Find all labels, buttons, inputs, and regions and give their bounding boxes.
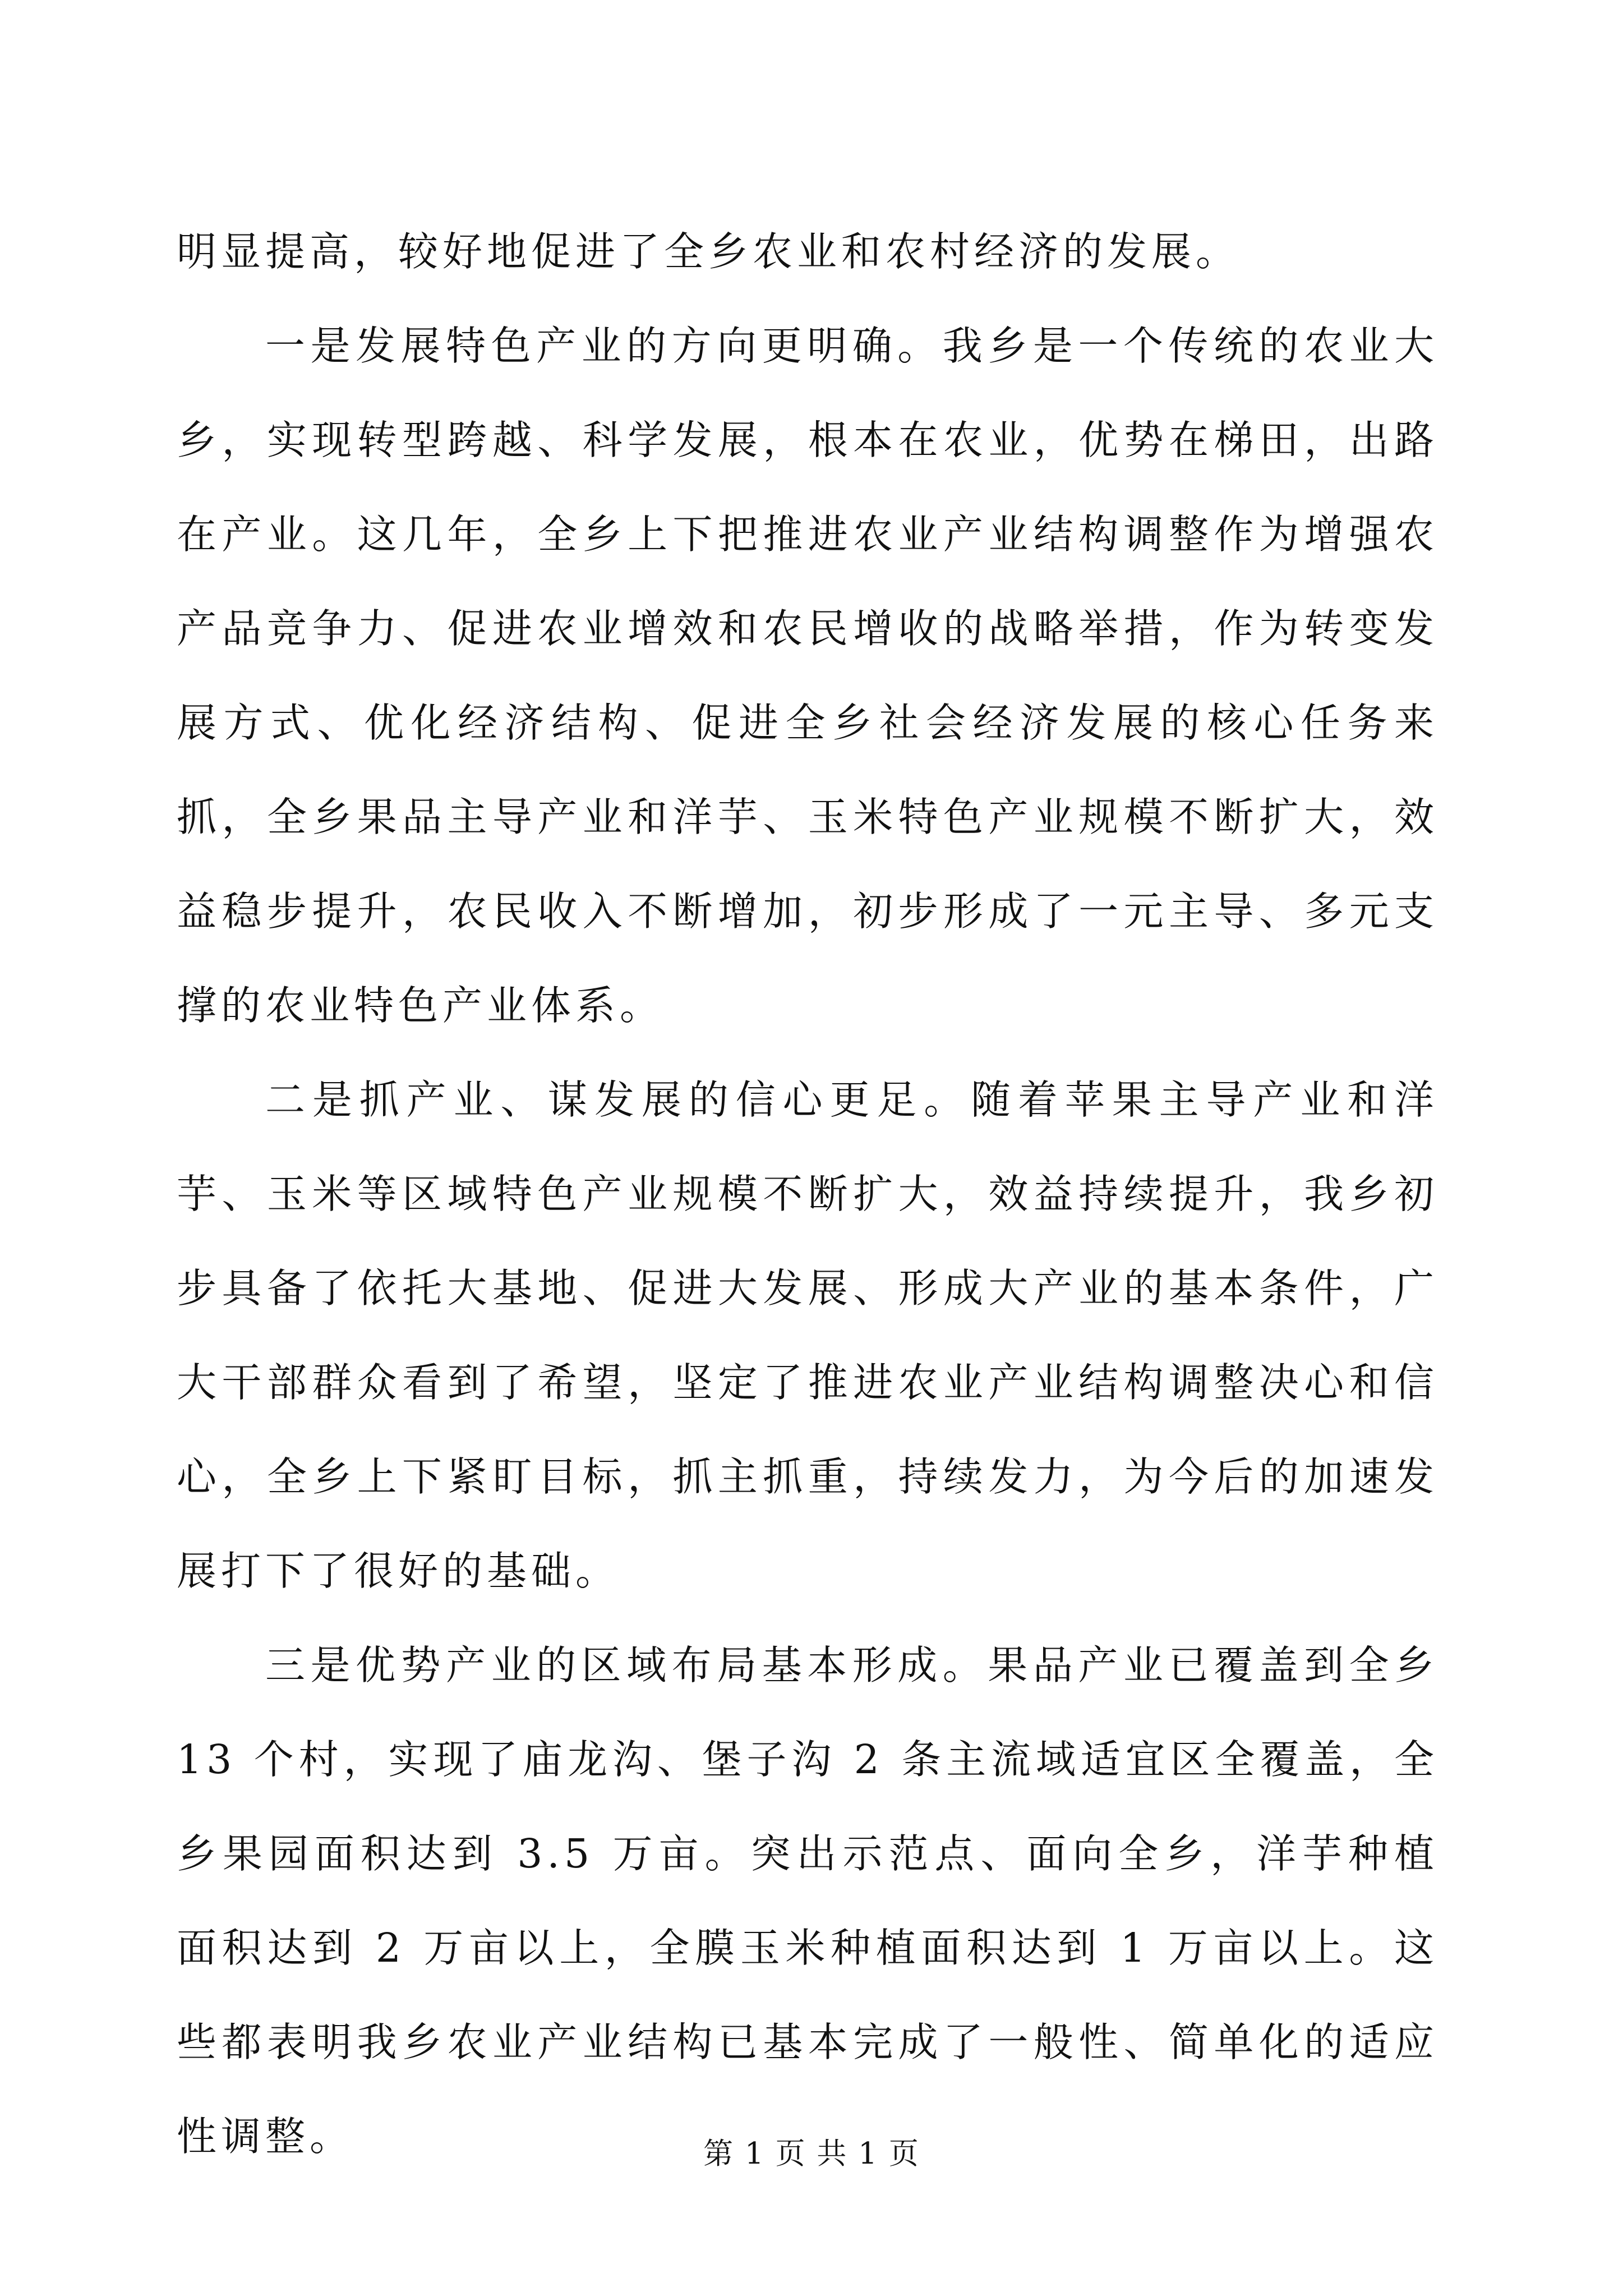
paragraph-continuation: 明显提高，较好地促进了全乡农业和农村经济的发展。 [177, 228, 1241, 275]
paragraph-industry-direction: 一是发展特色产业的方向更明确。我乡是一个传统的农业大乡，实现转型跨越、科学发展，根本在农业，优势在梯田，出路在产业。这几年，全乡上下把推进农业产业结构调整作为增强农产品竞争力、促进农业增效和农民增收的战略举措，作为转变发展方式、优化经济结构、促进全乡社会经济发展的核心任务来抓，全乡果品主导产业和洋芋、玉米特色产业规模不断扩大，效益稳步提升，农民收入不断增加，初步形成了一元主导、多元支撑的农业特色产业体系。 [177, 323, 1438, 1029]
paragraph-regional-layout: 三是优势产业的区域布局基本形成。果品产业已覆盖到全乡 13 个村，实现了庙龙沟、堡子沟 2 条主流域适宜区全覆盖，全乡果园面积达到 3.5 万亩。突出示范点、面向全乡，洋芋种植面积达到 2 万亩以上，全膜玉米种植面积达到 1 万亩以上。这些都表明我乡农业产业结构已基本完成了一般性、简单化的适应性调整。 [177, 1642, 1438, 2160]
paragraph-confidence: 二是抓产业、谋发展的信心更足。随着苹果主导产业和洋芋、玉米等区域特色产业规模不断扩大，效益持续提升，我乡初步具备了依托大基地、促进大发展、形成大产业的基本条件，广大干部群众看到了希望，坚定了推进农业产业结构调整决心和信心，全乡上下紧盯目标，抓主抓重，持续发力，为今后的加速发展打下了很好的基础。 [177, 1076, 1438, 1594]
page-footer: 第 1 页 共 1 页 [703, 2137, 920, 2171]
document-body [177, 205, 1438, 2184]
